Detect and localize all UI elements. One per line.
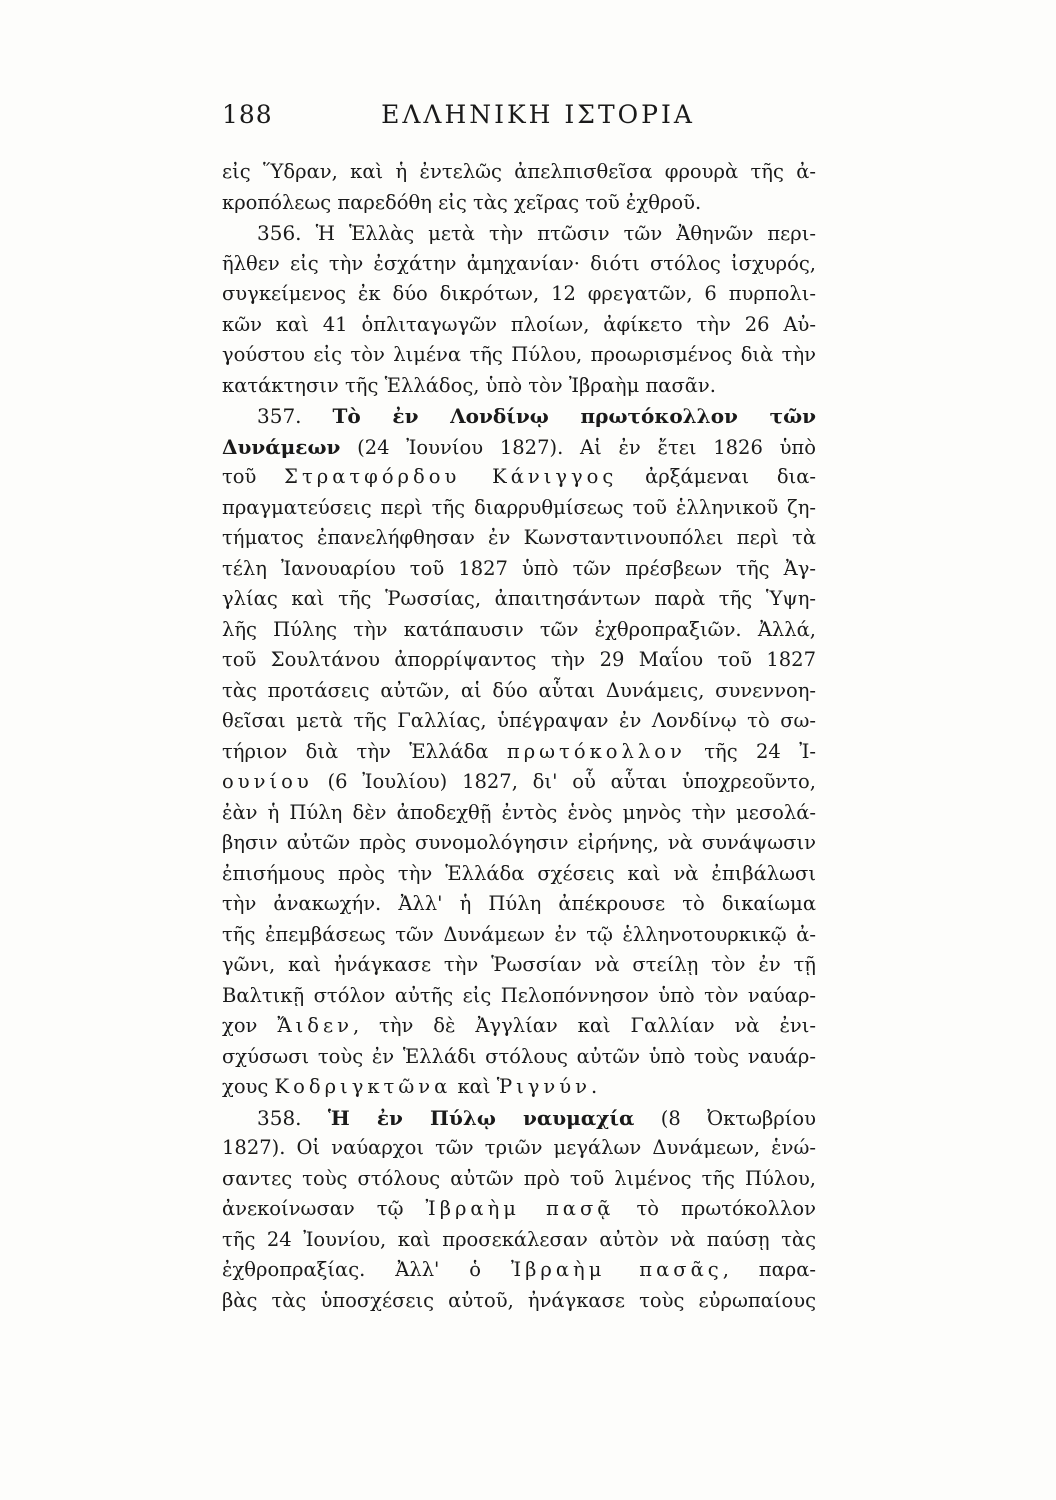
spaced-name: Ῥιγνύν (496, 1075, 591, 1098)
spaced-name: ουνίου (222, 770, 313, 793)
text-run: (8 Ὀκτωβρίου (660, 1106, 816, 1130)
text-run: τῆς 24 Ἰουνίου, καὶ προσεκάλεσαν αὐτὸν νὰ παύσῃ τὰς (222, 1227, 816, 1251)
running-title: ΕΛΛΗΝΙΚΗ ΙΣΤΟΡΙΑ (381, 100, 695, 129)
text-line (222, 584, 816, 615)
text-line (222, 157, 816, 188)
text-run: τὰς προτάσεις αὐτῶν, αἱ δύο αὗται Δυνάμεις, συνεννοη- (222, 678, 816, 702)
text-run: γῶνι, καὶ ἠνάγκασε τὴν Ῥωσσίαν νὰ στείλῃ τὸν ἐν τῇ (222, 953, 816, 976)
spaced-name: Ἄιδεν (277, 1014, 353, 1037)
text-line (222, 1042, 816, 1073)
spaced-name: Στρατφόρδου Κάνιγγος (284, 465, 618, 488)
text-line (222, 310, 816, 341)
paragraph-number: 357. (257, 404, 302, 428)
text-line (222, 1133, 816, 1164)
text-line (222, 1286, 816, 1317)
text-line (222, 889, 816, 920)
text-run: (24 Ἰουνίου 1827). Αἱ ἐν ἔτει 1826 ὑπὸ (357, 435, 816, 459)
text-run: κροπόλεως παρεδόθη εἰς τὰς χεῖρας τοῦ ἐχθροῦ. (222, 190, 702, 214)
paragraph-number: 358. (257, 1105, 302, 1130)
text-run: σαντες τοὺς στόλους αὐτῶν πρὸ τοῦ λιμένος τῆς Πύλου, (222, 1166, 816, 1190)
section-heading: Τὸ ἐν Λονδίνῳ πρωτόκολλον τῶν (332, 404, 816, 428)
text-run: Ἡ Ἑλλὰς μετὰ τὴν πτῶσιν τῶν Ἀθηνῶν περι- (315, 222, 816, 245)
text-run: (6 Ἰουλίου) 1827, δι' οὗ αὗται ὑποχρεοῦντο, (327, 770, 816, 793)
text-run: θεῖσαι μετὰ τῆς Γαλλίας, ὑπέγραψαν ἐν Λονδίνῳ τὸ σω- (222, 709, 816, 732)
text-run: . (590, 1075, 598, 1098)
text-run: τοῦ (222, 465, 257, 488)
text-run: σχύσωσι τοὺς ἐν Ἑλλάδι στόλους αὐτῶν ὑπὸ τοὺς ναυάρ- (222, 1044, 816, 1068)
text-line (222, 554, 816, 585)
text-line (222, 798, 816, 829)
text-run: τήματος ἐπανελήφθησαν ἐν Κωνσταντινουπόλει περὶ τὰ (222, 526, 816, 549)
text-line (222, 493, 816, 524)
text-run: καὶ (457, 1075, 491, 1098)
paragraph-number: 356. (257, 221, 302, 245)
text-line (222, 1011, 816, 1042)
text-run: τὸ πρωτόκολλον (636, 1197, 816, 1220)
text-run: ἀνεκοίνωσαν τῷ (222, 1197, 404, 1220)
text-run: τέλη Ἰανουαρίου τοῦ 1827 ὑπὸ τῶν πρέσβεων τῆς Ἀγ- (222, 556, 816, 580)
text-run: κῶν καὶ 41 ὁπλιταγωγῶν πλοίων, ἀφίκετο τὴν 26 Αὐ- (222, 312, 816, 336)
text-line (222, 523, 816, 554)
text-run: , παρα- (722, 1258, 816, 1281)
text-run: τήριον διὰ τὴν Ἑλλάδα (222, 739, 489, 763)
text-run: Βαλτικῇ στόλον αὐτῆς εἰς Πελοπόννησον ὑπὸ τὸν ναύαρ- (222, 983, 816, 1007)
text-run: , τὴν δὲ Ἀγγλίαν καὶ Γαλλίαν νὰ ἐνι- (352, 1014, 816, 1037)
text-line (222, 1255, 816, 1286)
text-run: ῆλθεν εἰς τὴν ἐσχάτην ἀμηχανίαν· διότι στόλος ἰσχυρός, (222, 251, 816, 275)
spaced-name: Ἰβραὴμ πασᾶς (510, 1258, 723, 1281)
text-line (222, 218, 816, 249)
text-run: τοῦ Σουλτάνου ἀπορρίψαντος τὴν 29 Μαΐου τοῦ 1827 (222, 648, 816, 671)
text-run: ἐπισήμους πρὸς τὴν Ἑλλάδα σχέσεις καὶ νὰ ἐπιβάλωσι (222, 861, 816, 885)
text-line (222, 828, 816, 859)
spaced-name: πρωτόκολλον (506, 739, 686, 763)
text-line (222, 706, 816, 737)
text-line (222, 615, 816, 646)
text-run: κατάκτησιν τῆς Ἑλλάδος, ὑπὸ τὸν Ἰβραὴμ πασᾶν. (222, 373, 716, 397)
text-line (222, 950, 816, 981)
text-run: τῆς ἐπεμβάσεως τῶν Δυνάμεων ἐν τῷ ἑλληνοτουρκικῷ ἀ- (222, 922, 816, 946)
text-line (222, 1225, 816, 1256)
text-run: εἰς Ὕδραν, καὶ ἡ ἐντελῶς ἀπελπισθεῖσα φρουρὰ τῆς ἀ- (222, 160, 816, 183)
text-run: συγκείμενος ἐκ δύο δικρότων, 12 φρεγατῶν, 6 πυρπολι- (222, 282, 816, 305)
text-run: χους (222, 1075, 269, 1098)
text-line (222, 767, 816, 798)
text-run: πραγματεύσεις περὶ τῆς διαρρυθμίσεως τοῦ ἑλληνικοῦ ζη- (222, 495, 816, 519)
text-line (222, 1194, 816, 1225)
text-line (222, 188, 816, 219)
text-run: χον (222, 1014, 258, 1037)
text-line (222, 279, 816, 310)
text-line (222, 462, 816, 493)
text-line (222, 920, 816, 951)
text-run: βὰς τὰς ὑποσχέσεις αὐτοῦ, ἠνάγκασε τοὺς εὐρωπαίους (222, 1288, 816, 1312)
text-line (222, 249, 816, 280)
section-heading: Δυνάμεων (222, 434, 341, 459)
text-run: ἐὰν ἡ Πύλη δὲν ἀποδεχθῇ ἐντὸς ἑνὸς μηνὸς τὴν μεσολά- (222, 800, 816, 824)
text-run: λῆς Πύλης τὴν κατάπαυσιν τῶν ἐχθροπραξιῶν. Ἀλλά, (222, 617, 816, 641)
text-run: βησιν αὐτῶν πρὸς συνομολόγησιν εἰρήνης, νὰ συνάψωσιν (222, 831, 816, 854)
text-run: ἐχθροπραξίας. Ἀλλ' ὁ (222, 1258, 482, 1281)
text-line (222, 1072, 816, 1103)
text-run: τῆς 24 Ἰ- (704, 739, 816, 763)
text-run: γούστου εἰς τὸν λιμένα τῆς Πύλου, προωρισμένος διὰ τὴν (222, 343, 816, 366)
text-line (222, 676, 816, 707)
text-line (222, 401, 816, 432)
text-line (222, 981, 816, 1012)
text-line (222, 340, 816, 371)
page-number: 188 (222, 100, 273, 129)
text-line (222, 737, 816, 768)
text-run: τὴν ἀνακωχήν. Ἀλλ' ἡ Πύλη ἀπέκρουσε τὸ δικαίωμα (222, 892, 816, 915)
text-body (222, 157, 816, 1316)
spaced-name: Κοδριγκτῶνα (274, 1075, 452, 1098)
spaced-name: Ἰβραὴμ πασᾷ (425, 1197, 615, 1220)
text-line (222, 1103, 816, 1134)
text-run: ἀρξάμεναι δια- (645, 465, 816, 488)
text-line (222, 371, 816, 402)
text-line (222, 859, 816, 890)
text-line (222, 645, 816, 676)
text-line (222, 1164, 816, 1195)
running-head (222, 100, 814, 134)
section-heading: Ἡ ἐν Πύλῳ ναυμαχία (327, 1105, 635, 1130)
text-run: 1827). Οἱ ναύαρχοι τῶν τριῶν μεγάλων Δυνάμεων, ἑνώ- (222, 1136, 816, 1159)
text-line (222, 432, 816, 463)
text-run: γλίας καὶ τῆς Ῥωσσίας, ἀπαιτησάντων παρὰ τῆς Ὑψη- (222, 587, 816, 610)
